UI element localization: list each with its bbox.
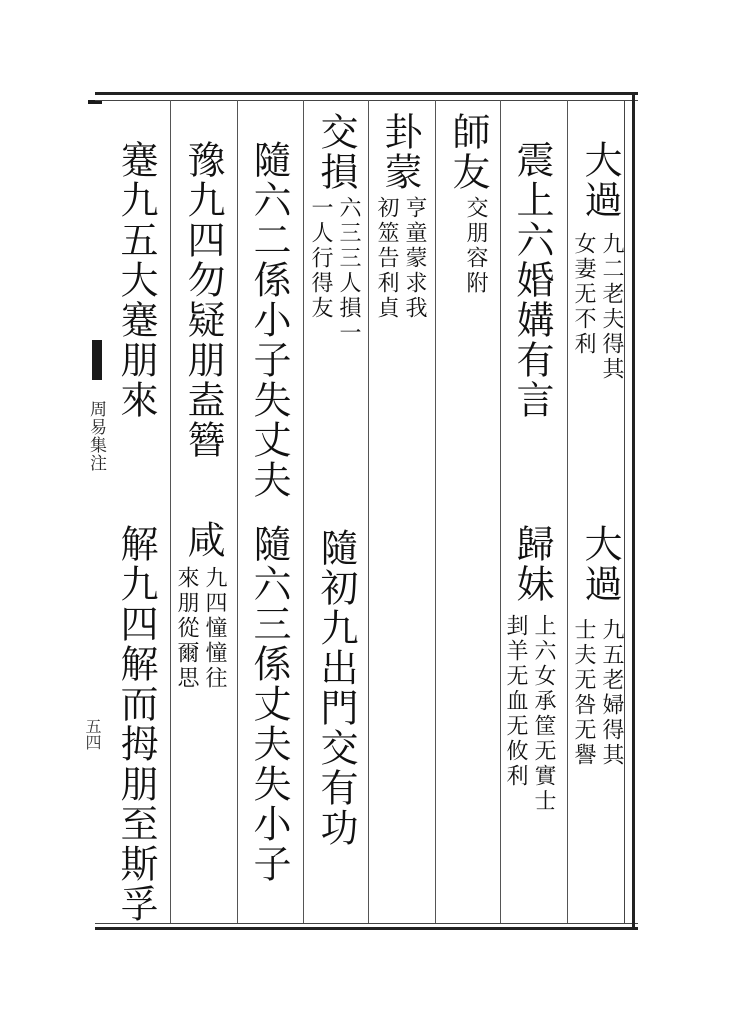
column-rule xyxy=(500,100,501,923)
frame-rule xyxy=(95,923,638,924)
entry-heading: 咸 xyxy=(181,520,225,560)
page-margin xyxy=(0,0,100,1024)
annotation xyxy=(308,196,360,346)
entry-heading: 隨初九出門交有功 xyxy=(314,528,358,848)
column-rule xyxy=(303,100,304,923)
annotation-line: 交朋容附 xyxy=(463,196,488,296)
entry-heading: 豫九四勿疑朋盍簪 xyxy=(181,140,225,460)
entry-heading: 蹇九五大蹇朋來 xyxy=(114,140,158,420)
annotation xyxy=(374,196,426,321)
column-rule xyxy=(435,100,436,923)
annotation-line: 一人行得友 xyxy=(308,196,333,321)
frame-rule xyxy=(624,100,625,923)
annotation-line: 九四憧憧往 xyxy=(202,566,227,691)
entry-heading: 歸妹 xyxy=(510,524,554,604)
annotation-line: 刲羊无血无攸利 xyxy=(503,614,528,789)
annotation-line: 來朋從爾思 xyxy=(174,566,199,691)
annotation xyxy=(571,232,623,382)
annotation-line: 女妻无不利 xyxy=(571,232,596,357)
entry-heading: 隨六二係小子失丈夫 xyxy=(247,140,291,500)
annotation-line: 九五老婦得其 xyxy=(599,618,624,768)
column-rule xyxy=(567,100,568,923)
entry-heading: 解九四解而拇朋至斯孚 xyxy=(114,524,158,924)
column-rule xyxy=(237,100,238,923)
annotation xyxy=(174,566,226,691)
page-number: 五四 xyxy=(83,718,102,750)
entry-heading: 卦蒙 xyxy=(378,112,422,192)
entry-heading: 大過 xyxy=(578,140,622,220)
annotation-line: 士夫无咎无譽 xyxy=(571,618,596,768)
entry-heading: 隨六三係丈夫失小子 xyxy=(247,524,291,884)
entry-heading: 交損 xyxy=(314,112,358,192)
entry-heading: 師友 xyxy=(446,112,490,192)
column-rule xyxy=(368,100,369,923)
frame-rule xyxy=(95,100,638,101)
annotation-line: 六三三人損一 xyxy=(336,196,361,346)
column-rule xyxy=(170,100,171,923)
entry-heading: 震上六婚媾有言 xyxy=(510,140,554,420)
annotation xyxy=(503,614,555,814)
page-frame xyxy=(95,92,638,930)
annotation-line: 上六女承筐无實士 xyxy=(531,614,556,814)
annotation xyxy=(571,618,623,768)
frame-rule xyxy=(632,92,635,930)
spine-title: 周易集注 xyxy=(86,400,106,472)
annotation-line: 亨童蒙求我 xyxy=(402,196,427,321)
entry-heading: 大過 xyxy=(578,524,622,604)
annotation-line: 初筮告利貞 xyxy=(374,196,399,321)
annotation-line: 九二老夫得其 xyxy=(599,232,624,382)
